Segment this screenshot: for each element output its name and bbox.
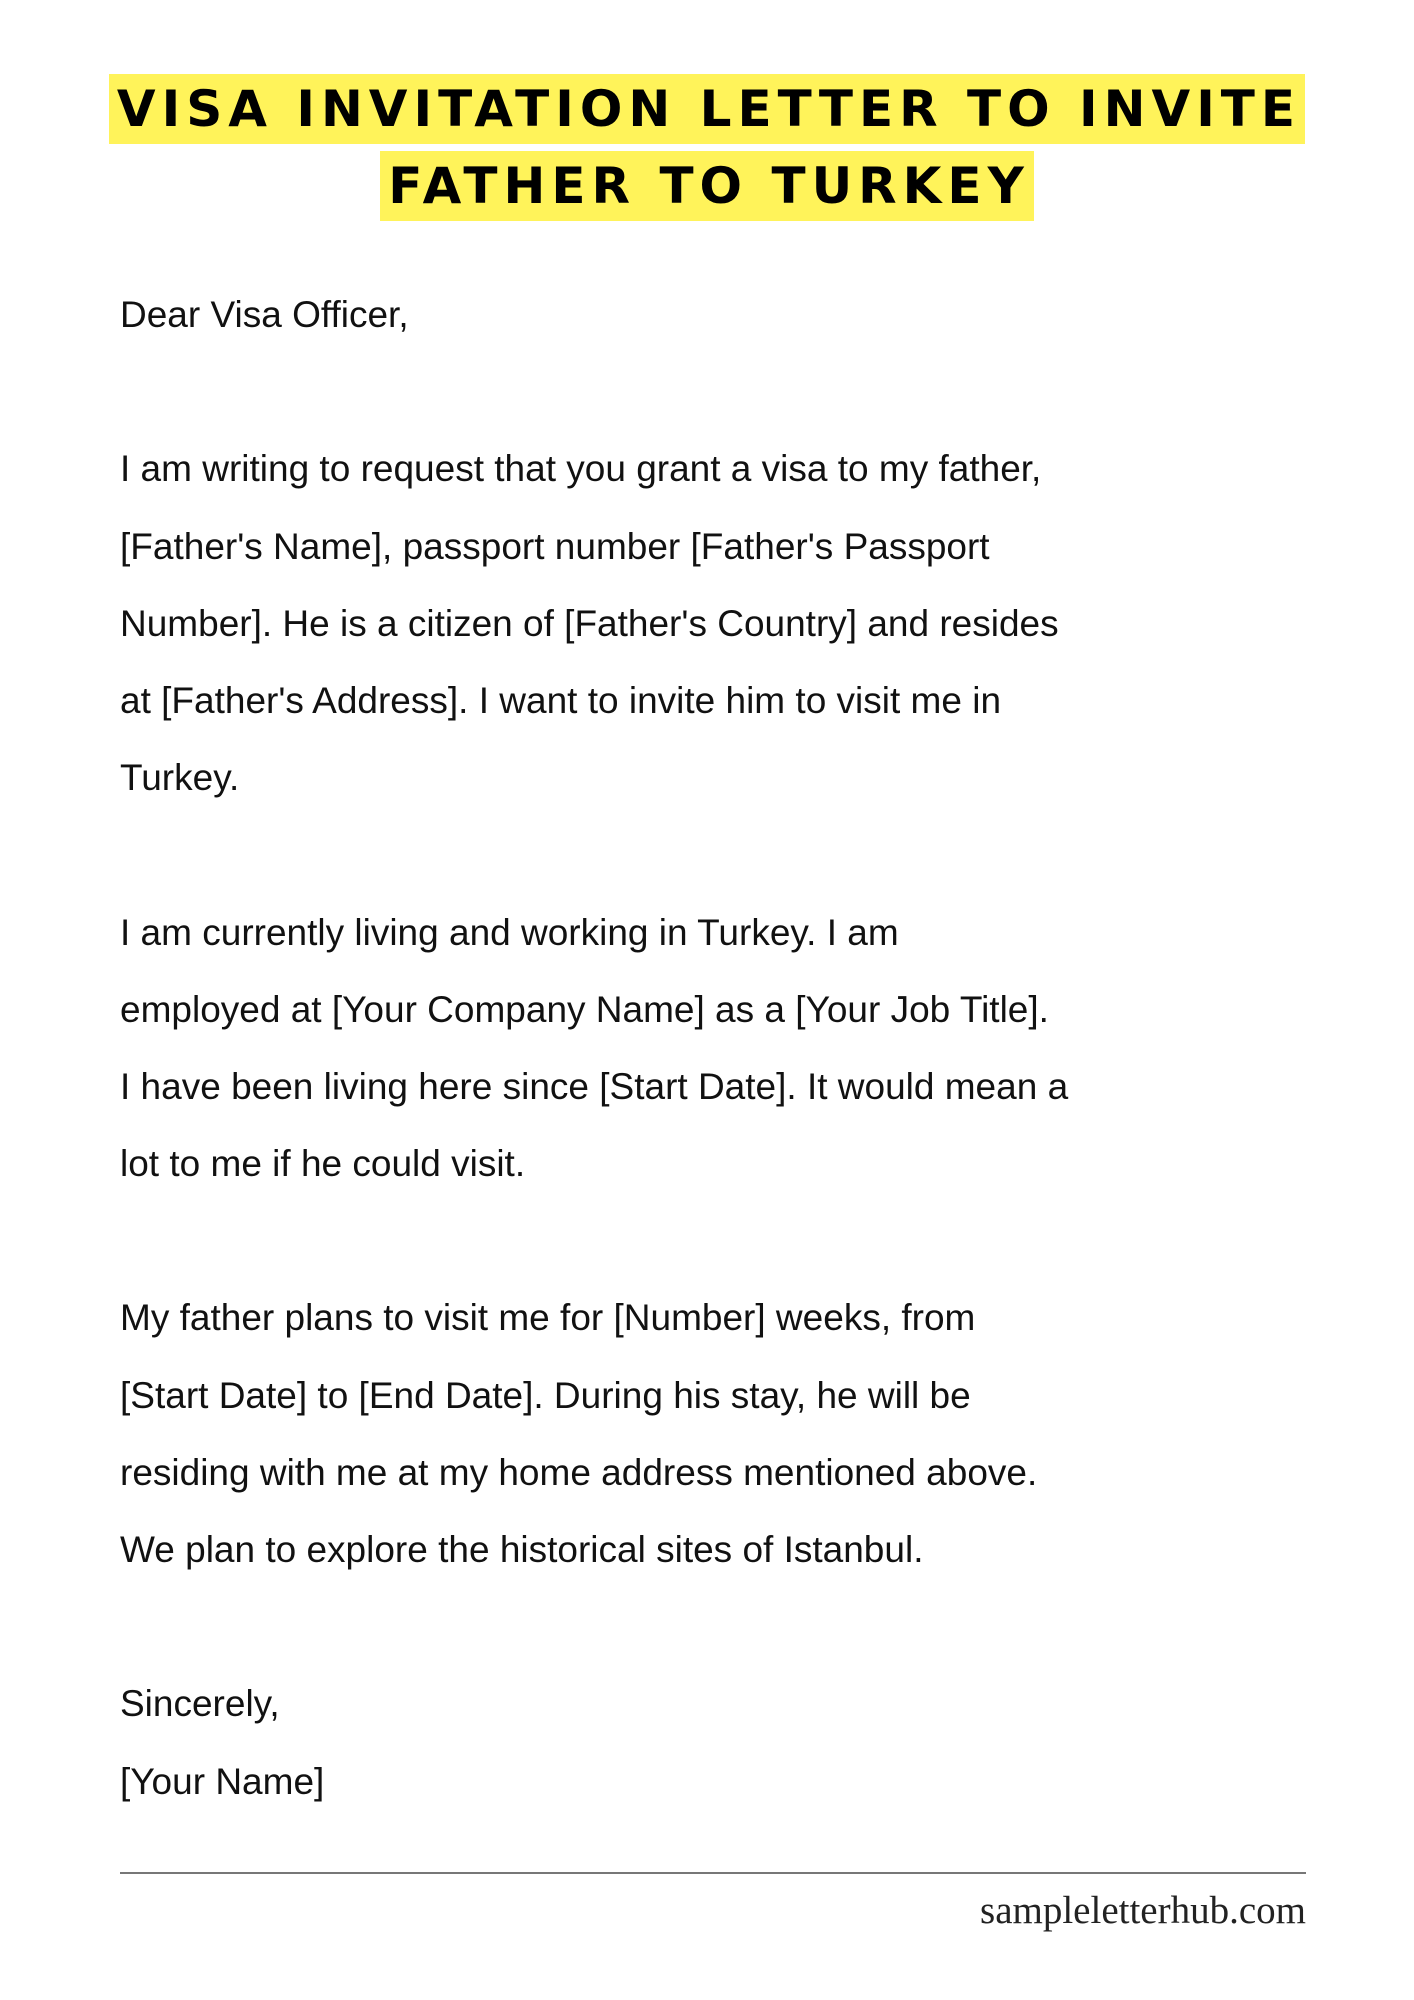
paragraph-line: lot to me if he could visit.: [120, 1143, 526, 1185]
paragraph-line: I am writing to request that you grant a visa to my father,: [120, 448, 1042, 490]
closing: Sincerely,: [120, 1683, 280, 1725]
title-line-1: VISA INVITATION LETTER TO INVITE: [109, 74, 1305, 144]
paragraph-line: residing with me at my home address mentioned above.: [120, 1451, 1038, 1493]
title-line-2: FATHER TO TURKEY: [380, 151, 1034, 221]
letter-body: [120, 276, 1380, 1820]
paragraph-line: I have been living here since [Start Date]. It would mean a: [120, 1065, 1069, 1107]
paragraph-line: My father plans to visit me for [Number] weeks, from: [120, 1297, 976, 1339]
paragraph-line: I am currently living and working in Turkey. I am: [120, 911, 899, 953]
paragraph-2: [120, 894, 1380, 1203]
signature: [Your Name]: [120, 1760, 325, 1802]
paragraph-line: at [Father's Address]. I want to invite him to visit me in: [120, 679, 1002, 721]
letter-title: [0, 74, 1414, 221]
paragraph-1: [120, 430, 1380, 816]
salutation: Dear Visa Officer,: [120, 294, 409, 335]
paragraph-line: We plan to explore the historical sites of Istanbul.: [120, 1529, 924, 1570]
footer-divider: [120, 1872, 1306, 1874]
footer-site: sampleletterhub.com: [980, 1889, 1306, 1932]
paragraph-line: Turkey.: [120, 757, 240, 799]
paragraph-line: [Father's Name], passport number [Father's Passport: [120, 525, 990, 567]
paragraph-3: [120, 1279, 1380, 1588]
paragraph-line: employed at [Your Company Name] as a [Your Job Title].: [120, 988, 1049, 1030]
paragraph-line: Number]. He is a citizen of [Father's Country] and resides: [120, 602, 1059, 644]
paragraph-line: [Start Date] to [End Date]. During his stay, he will be: [120, 1374, 971, 1416]
